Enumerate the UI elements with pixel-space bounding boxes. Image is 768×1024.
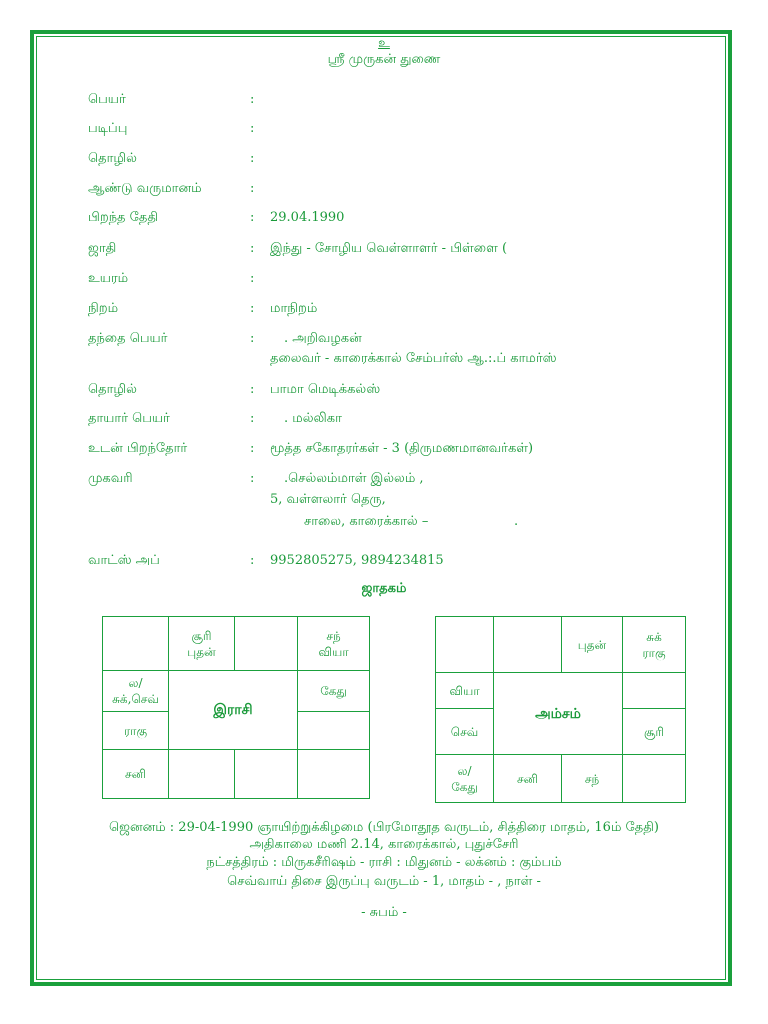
field-label: முகவரி <box>88 471 133 486</box>
rasi-cell <box>298 712 370 750</box>
field-label: ஆண்டு வருமானம் <box>88 181 202 196</box>
rasi-cell: ல/ சுக்,செவ் <box>103 671 169 712</box>
rasi-cell: ராகு <box>103 712 169 750</box>
field-colon: : <box>250 471 255 486</box>
amsam-cell: சூரி <box>623 709 686 755</box>
header-symbol: உ <box>378 36 390 51</box>
field-colon: : <box>250 181 255 196</box>
amsam-cell: சனி <box>494 755 562 803</box>
field-value-line3-end: . <box>514 514 519 529</box>
field-colon: : <box>250 92 255 107</box>
star-rasi-lagnam-line: நட்சத்திரம் : மிருகசீரிஷம் - ராசி : மிதுனம் - லக்னம் : கும்பம் <box>206 855 562 870</box>
field-value: மாநிறம் <box>270 301 318 316</box>
field-label: படிப்பு <box>88 121 128 136</box>
field-colon: : <box>250 121 255 136</box>
field-value: இந்து - சோழிய வெள்ளாளர் - பிள்ளை ( <box>270 241 508 256</box>
field-colon: : <box>250 210 255 225</box>
amsam-chart <box>435 616 686 803</box>
amsam-cell <box>494 617 562 673</box>
field-label: தாயார் பெயர் <box>88 411 170 426</box>
field-value-line2: 5, வள்ளலார் தெரு, <box>270 492 386 507</box>
birth-details-line: ஜெனனம் : 29-04-1990 ஞாயிற்றுக்கிழமை (பிரமோதூத வருடம், சித்திரை மாதம், 16ம் தேதி) <box>109 820 659 835</box>
field-label: பிறந்த தேதி <box>88 210 158 225</box>
field-value: . மல்லிகா <box>284 411 342 426</box>
rasi-cell: சூரி புதன் <box>169 617 235 671</box>
rasi-cell: சனி <box>103 750 169 799</box>
field-value: . அறிவழகன் <box>284 331 362 346</box>
field-label: ஜாதி <box>88 241 117 256</box>
field-value-line2: தலைவர் - காரைக்கால் சேம்பர்ஸ் ஆ.:.ப் காமர்ஸ் <box>270 351 557 366</box>
field-label: நிறம் <box>88 301 119 316</box>
field-value: 29.04.1990 <box>270 210 345 225</box>
field-colon: : <box>250 382 255 397</box>
amsam-cell: செவ் <box>436 709 494 755</box>
field-colon: : <box>250 331 255 346</box>
field-colon: : <box>250 301 255 316</box>
rasi-cell <box>235 750 298 799</box>
rasi-cell: சந் வியா <box>298 617 370 671</box>
rasi-title: இராசி <box>169 671 298 750</box>
header-title: ஸ்ரீ முருகன் துணை <box>327 52 441 67</box>
field-colon: : <box>250 241 255 256</box>
rasi-cell <box>169 750 235 799</box>
field-value-line3: சாலை, காரைக்கால் – <box>304 514 429 529</box>
rasi-cell: கேது <box>298 671 370 712</box>
field-value: மூத்த சகோதரர்கள் - 3 (திருமணமானவர்கள்) <box>270 441 534 456</box>
amsam-cell: சுக் ராகு <box>623 617 686 673</box>
field-label: தொழில் <box>88 382 137 397</box>
amsam-cell: புதன் <box>562 617 623 673</box>
rasi-cell <box>235 617 298 671</box>
field-label: உயரம் <box>88 271 129 286</box>
field-label: தொழில் <box>88 151 137 166</box>
field-value: பாமா மெடிக்கல்ஸ் <box>270 382 381 397</box>
field-colon: : <box>250 411 255 426</box>
field-value: 9952805275, 9894234815 <box>270 553 444 568</box>
amsam-cell: ல/ கேது <box>436 755 494 803</box>
field-colon: : <box>250 553 255 568</box>
rasi-cell <box>298 750 370 799</box>
field-colon: : <box>250 441 255 456</box>
field-label: பெயர் <box>88 92 126 107</box>
amsam-cell: வியா <box>436 673 494 709</box>
amsam-title: அம்சம் <box>494 673 623 755</box>
amsam-cell <box>436 617 494 673</box>
rasi-chart <box>102 616 370 799</box>
amsam-cell <box>623 673 686 709</box>
field-value: .செல்லம்மாள் இல்லம் , <box>284 471 424 486</box>
horoscope-title: ஜாதகம் <box>361 581 407 596</box>
subam-line: - சுபம் - <box>361 905 407 920</box>
field-label: தந்தை பெயர் <box>88 331 168 346</box>
rasi-cell <box>103 617 169 671</box>
field-label: வாட்ஸ் அப் <box>88 553 160 568</box>
birth-time-place-line: அதிகாலை மணி 2.14, காரைக்கால், புதுச்சேரி <box>249 837 519 852</box>
dasa-balance-line: செவ்வாய் திசை இருப்பு வருடம் - 1, மாதம் - , நாள் - <box>227 874 541 889</box>
amsam-cell: சந் <box>562 755 623 803</box>
field-colon: : <box>250 151 255 166</box>
field-label: உடன் பிறந்தோர் <box>88 441 188 456</box>
field-colon: : <box>250 271 255 286</box>
amsam-cell <box>623 755 686 803</box>
